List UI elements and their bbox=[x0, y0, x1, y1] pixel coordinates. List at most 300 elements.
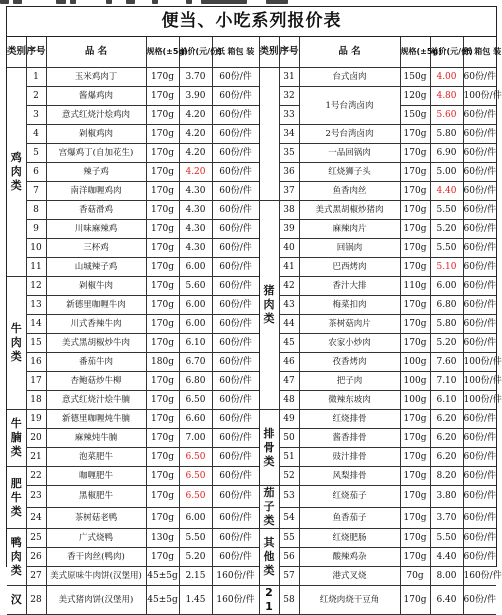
item-name: 红烧狮子头 bbox=[299, 163, 400, 182]
item-price: 6.50 bbox=[179, 391, 212, 410]
table-row bbox=[7, 429, 496, 448]
item-name: 巴西烤肉 bbox=[299, 258, 400, 277]
item-price: 5.60 bbox=[430, 106, 463, 125]
item-price: 5.80 bbox=[430, 125, 463, 144]
table-row bbox=[7, 353, 496, 372]
item-price: 2.15 bbox=[179, 567, 212, 586]
item-no: 37 bbox=[279, 182, 299, 201]
item-no: 11 bbox=[26, 258, 46, 277]
item-name: 杏鲍菇炒牛柳 bbox=[46, 372, 146, 391]
item-name: 三杯鸡 bbox=[46, 239, 146, 258]
item-spec: 170g bbox=[146, 68, 179, 87]
table-row bbox=[7, 68, 496, 87]
item-name: 香菇滑鸡 bbox=[46, 201, 146, 220]
item-name: 1号台湾卤肉 bbox=[299, 87, 400, 125]
item-no: 17 bbox=[26, 372, 46, 391]
item-pack: 60份/件 bbox=[212, 87, 259, 106]
item-spec: 170g bbox=[146, 486, 179, 508]
item-no: 7 bbox=[26, 182, 46, 201]
item-spec: 170g bbox=[400, 486, 430, 508]
item-pack: 60份/件 bbox=[463, 529, 496, 548]
item-pack: 100份/件 bbox=[463, 353, 496, 372]
item-spec: 170g bbox=[400, 467, 430, 486]
category-label: 牛腩类 bbox=[7, 410, 26, 467]
header-spec: 规格(±5g) bbox=[400, 37, 430, 68]
item-price: 5.20 bbox=[179, 548, 212, 567]
item-no: 45 bbox=[279, 334, 299, 353]
item-price: 4.20 bbox=[179, 106, 212, 125]
item-spec: 170g bbox=[146, 125, 179, 144]
item-no: 50 bbox=[279, 429, 299, 448]
item-no: 31 bbox=[279, 68, 299, 87]
item-price: 6.50 bbox=[179, 467, 212, 486]
item-spec: 170g bbox=[146, 507, 179, 529]
item-spec: 170g bbox=[146, 548, 179, 567]
item-spec: 100g bbox=[400, 353, 430, 372]
item-price: 6.00 bbox=[430, 277, 463, 296]
item-price: 3.70 bbox=[430, 507, 463, 529]
item-price: 5.20 bbox=[430, 220, 463, 239]
item-name: 红烧茄子 bbox=[299, 486, 400, 508]
item-spec: 170g bbox=[146, 87, 179, 106]
category-label: 牛肉类 bbox=[7, 277, 26, 410]
item-price: 4.20 bbox=[179, 163, 212, 182]
item-spec: 170g bbox=[146, 334, 179, 353]
item-spec: 170g bbox=[146, 429, 179, 448]
item-price: 6.40 bbox=[430, 586, 463, 615]
item-spec: 170g bbox=[400, 507, 430, 529]
category-label: 猪肉类 bbox=[259, 201, 279, 410]
item-spec: 170g bbox=[400, 296, 430, 315]
item-price: 6.10 bbox=[430, 391, 463, 410]
item-name: 麻辣炖牛腩 bbox=[46, 429, 146, 448]
item-pack: 60份/件 bbox=[212, 144, 259, 163]
item-pack: 60份/件 bbox=[212, 410, 259, 429]
item-price: 6.20 bbox=[430, 448, 463, 467]
item-price: 8.00 bbox=[430, 567, 463, 586]
item-spec: 170g bbox=[146, 258, 179, 277]
table-row bbox=[7, 548, 496, 567]
item-pack: 60份/件 bbox=[212, 353, 259, 372]
item-no: 26 bbox=[26, 548, 46, 567]
item-pack: 60份/件 bbox=[463, 125, 496, 144]
header-pack: 纸 箱包 装 bbox=[463, 37, 496, 68]
item-spec: 170g bbox=[400, 182, 430, 201]
item-price: 1.45 bbox=[179, 586, 212, 615]
item-spec: 100g bbox=[400, 391, 430, 410]
item-spec: 170g bbox=[400, 125, 430, 144]
item-pack: 60份/件 bbox=[463, 315, 496, 334]
item-no: 41 bbox=[279, 258, 299, 277]
item-no: 18 bbox=[26, 391, 46, 410]
header-pack: 纸 箱包 装 bbox=[212, 37, 259, 68]
item-pack: 60份/件 bbox=[463, 220, 496, 239]
table-row bbox=[7, 315, 496, 334]
item-pack: 60份/件 bbox=[463, 277, 496, 296]
item-pack: 60份/件 bbox=[212, 239, 259, 258]
item-name: 2号台湾卤肉 bbox=[299, 125, 400, 144]
item-name: 宫爆鸡丁(自加花生) bbox=[46, 144, 146, 163]
item-price: 7.00 bbox=[179, 429, 212, 448]
item-no: 12 bbox=[26, 277, 46, 296]
table-row bbox=[7, 182, 496, 201]
category-label: 排骨类 bbox=[259, 410, 279, 486]
item-name: 美式黑胡椒炒牛肉 bbox=[46, 334, 146, 353]
header-spec: 规格(±5g) bbox=[146, 37, 179, 68]
item-no: 4 bbox=[26, 125, 46, 144]
item-no: 55 bbox=[279, 529, 299, 548]
item-spec: 170g bbox=[146, 277, 179, 296]
item-name: 意式红烧汁烩牛腩 bbox=[46, 391, 146, 410]
item-no: 46 bbox=[279, 353, 299, 372]
item-pack: 60份/件 bbox=[463, 201, 496, 220]
table-row bbox=[7, 144, 496, 163]
item-price: 5.50 bbox=[179, 529, 212, 548]
table-row bbox=[7, 296, 496, 315]
item-spec: 170g bbox=[146, 296, 179, 315]
item-no: 27 bbox=[26, 567, 46, 586]
item-name: 新德里咖喱炖牛腩 bbox=[46, 410, 146, 429]
item-price: 6.00 bbox=[179, 507, 212, 529]
item-name: 鱼香肉丝 bbox=[299, 182, 400, 201]
item-no: 51 bbox=[279, 448, 299, 467]
item-price: 4.20 bbox=[179, 125, 212, 144]
item-price: 3.90 bbox=[179, 87, 212, 106]
item-name: 梅菜扣肉 bbox=[299, 296, 400, 315]
item-spec: 45±5g bbox=[146, 567, 179, 586]
item-name: 新德里咖喱牛肉 bbox=[46, 296, 146, 315]
item-name: 玉米鸡肉丁 bbox=[46, 68, 146, 87]
item-pack: 60份/件 bbox=[463, 467, 496, 486]
item-spec: 170g bbox=[400, 239, 430, 258]
item-price: 7.10 bbox=[430, 372, 463, 391]
item-pack: 60份/件 bbox=[212, 334, 259, 353]
header-category: 类别 bbox=[259, 37, 279, 68]
item-price: 7.60 bbox=[430, 353, 463, 372]
category-label bbox=[259, 68, 279, 201]
item-spec: 170g bbox=[400, 163, 430, 182]
category-label: 其他类 bbox=[259, 529, 279, 586]
item-no: 52 bbox=[279, 467, 299, 486]
item-no: 38 bbox=[279, 201, 299, 220]
item-price: 4.20 bbox=[179, 144, 212, 163]
item-name: 辣子鸡 bbox=[46, 163, 146, 182]
item-pack: 60份/件 bbox=[463, 296, 496, 315]
item-no: 40 bbox=[279, 239, 299, 258]
item-no: 54 bbox=[279, 507, 299, 529]
item-spec: 170g bbox=[400, 258, 430, 277]
header-name: 品 名 bbox=[299, 37, 400, 68]
category-label: 汉 bbox=[7, 586, 26, 615]
item-name: 川式香辣牛肉 bbox=[46, 315, 146, 334]
item-name: 咖喱肥牛 bbox=[46, 467, 146, 486]
item-price: 6.20 bbox=[430, 429, 463, 448]
table-row bbox=[7, 507, 496, 529]
item-no: 32 bbox=[279, 87, 299, 106]
item-pack: 60份/件 bbox=[463, 586, 496, 615]
category-label: 21 bbox=[259, 586, 279, 615]
item-price: 4.40 bbox=[430, 182, 463, 201]
item-price: 6.10 bbox=[179, 334, 212, 353]
item-no: 20 bbox=[26, 429, 46, 448]
item-no: 21 bbox=[26, 448, 46, 467]
item-price: 6.90 bbox=[430, 144, 463, 163]
item-spec: 170g bbox=[400, 144, 430, 163]
item-name: 山城辣子鸡 bbox=[46, 258, 146, 277]
item-spec: 170g bbox=[400, 448, 430, 467]
item-no: 2 bbox=[26, 87, 46, 106]
item-pack: 60份/件 bbox=[463, 448, 496, 467]
table-row bbox=[7, 220, 496, 239]
item-pack: 60份/件 bbox=[463, 507, 496, 529]
item-name: 剁椒牛肉 bbox=[46, 277, 146, 296]
item-no: 15 bbox=[26, 334, 46, 353]
header-row bbox=[7, 37, 496, 68]
item-price: 4.80 bbox=[430, 87, 463, 106]
item-pack: 60份/件 bbox=[212, 106, 259, 125]
item-pack: 60份/件 bbox=[212, 258, 259, 277]
table-row bbox=[7, 586, 496, 615]
item-spec: 170g bbox=[146, 144, 179, 163]
item-name: 豉汁排骨 bbox=[299, 448, 400, 467]
item-price: 4.40 bbox=[430, 548, 463, 567]
item-no: 57 bbox=[279, 567, 299, 586]
item-price: 6.50 bbox=[179, 486, 212, 508]
item-pack: 60份/件 bbox=[463, 410, 496, 429]
item-no: 36 bbox=[279, 163, 299, 182]
item-name: 回锅肉 bbox=[299, 239, 400, 258]
item-price: 6.80 bbox=[179, 372, 212, 391]
item-price: 5.50 bbox=[430, 529, 463, 548]
table-row bbox=[7, 529, 496, 548]
item-spec: 170g bbox=[400, 548, 430, 567]
item-no: 14 bbox=[26, 315, 46, 334]
item-no: 13 bbox=[26, 296, 46, 315]
item-price: 4.00 bbox=[430, 68, 463, 87]
item-pack: 60份/件 bbox=[463, 182, 496, 201]
table-row bbox=[7, 372, 496, 391]
item-no: 25 bbox=[26, 529, 46, 548]
item-no: 3 bbox=[26, 106, 46, 125]
item-name: 鱼香茄子 bbox=[299, 507, 400, 529]
header-price: 单价(元/份) bbox=[179, 37, 212, 68]
item-no: 19 bbox=[26, 410, 46, 429]
item-price: 5.60 bbox=[179, 277, 212, 296]
item-pack: 60份/件 bbox=[463, 334, 496, 353]
table-row bbox=[7, 277, 496, 296]
item-spec: 170g bbox=[146, 201, 179, 220]
item-name: 农家小炒肉 bbox=[299, 334, 400, 353]
item-no: 33 bbox=[279, 106, 299, 125]
item-no: 56 bbox=[279, 548, 299, 567]
item-spec: 170g bbox=[146, 372, 179, 391]
item-price: 6.80 bbox=[430, 296, 463, 315]
item-name: 美式黑胡椒炒猪肉 bbox=[299, 201, 400, 220]
item-no: 9 bbox=[26, 220, 46, 239]
item-spec: 120g bbox=[400, 87, 430, 106]
item-name: 风梨排骨 bbox=[299, 467, 400, 486]
item-spec: 170g bbox=[146, 467, 179, 486]
item-spec: 170g bbox=[146, 410, 179, 429]
item-name: 红烧肥肠 bbox=[299, 529, 400, 548]
item-price: 6.00 bbox=[179, 258, 212, 277]
item-name: 泡菜肥牛 bbox=[46, 448, 146, 467]
item-pack: 60份/件 bbox=[463, 258, 496, 277]
item-price: 5.50 bbox=[430, 239, 463, 258]
item-price: 5.80 bbox=[430, 315, 463, 334]
category-label: 茄子类 bbox=[259, 486, 279, 529]
item-no: 49 bbox=[279, 410, 299, 429]
item-pack: 60份/件 bbox=[212, 467, 259, 486]
item-no: 43 bbox=[279, 296, 299, 315]
item-pack: 60份/件 bbox=[212, 529, 259, 548]
item-pack: 160份/件 bbox=[212, 567, 259, 586]
item-pack: 60份/件 bbox=[212, 486, 259, 508]
item-spec: 45±5g bbox=[146, 586, 179, 615]
item-name: 美式原味牛肉饼(汉堡用) bbox=[46, 567, 146, 586]
item-name: 微辣东坡肉 bbox=[299, 391, 400, 410]
item-pack: 60份/件 bbox=[212, 125, 259, 144]
item-price: 6.70 bbox=[179, 353, 212, 372]
item-name: 剁椒鸡肉 bbox=[46, 125, 146, 144]
item-spec: 170g bbox=[146, 106, 179, 125]
table-row bbox=[7, 258, 496, 277]
item-spec: 180g bbox=[146, 353, 179, 372]
item-pack: 60份/件 bbox=[463, 68, 496, 87]
item-name: 孜香烤肉 bbox=[299, 353, 400, 372]
item-no: 23 bbox=[26, 486, 46, 508]
item-price: 3.80 bbox=[430, 486, 463, 508]
category-label: 肥牛类 bbox=[7, 467, 26, 529]
item-name: 香干肉丝(鸭肉) bbox=[46, 548, 146, 567]
item-name: 茶树菇肉片 bbox=[299, 315, 400, 334]
item-pack: 60份/件 bbox=[212, 163, 259, 182]
item-price: 6.20 bbox=[430, 410, 463, 429]
item-spec: 170g bbox=[146, 163, 179, 182]
item-price: 6.60 bbox=[179, 410, 212, 429]
item-name: 红烧肉烧干豆角 bbox=[299, 586, 400, 615]
item-spec: 170g bbox=[146, 239, 179, 258]
table-row bbox=[7, 106, 496, 125]
item-name: 意式红烧汁烩鸡肉 bbox=[46, 106, 146, 125]
item-pack: 160份/件 bbox=[463, 567, 496, 586]
header-no: 序号 bbox=[279, 37, 299, 68]
table-row bbox=[7, 87, 496, 106]
item-no: 22 bbox=[26, 467, 46, 486]
item-price: 5.20 bbox=[430, 334, 463, 353]
item-pack: 60份/件 bbox=[463, 239, 496, 258]
item-pack: 60份/件 bbox=[212, 277, 259, 296]
item-spec: 70g bbox=[400, 567, 430, 586]
table-row bbox=[7, 567, 496, 586]
header-no: 序号 bbox=[26, 37, 46, 68]
table-row bbox=[7, 239, 496, 258]
item-no: 47 bbox=[279, 372, 299, 391]
item-pack: 160份/件 bbox=[212, 586, 259, 615]
item-no: 6 bbox=[26, 163, 46, 182]
item-name: 把子肉 bbox=[299, 372, 400, 391]
item-spec: 170g bbox=[400, 529, 430, 548]
item-name: 酱香排骨 bbox=[299, 429, 400, 448]
item-name: 黑椒肥牛 bbox=[46, 486, 146, 508]
item-no: 58 bbox=[279, 586, 299, 615]
item-pack: 60份/件 bbox=[212, 182, 259, 201]
item-no: 10 bbox=[26, 239, 46, 258]
item-pack: 60份/件 bbox=[212, 448, 259, 467]
category-label: 鸭肉类 bbox=[7, 529, 26, 586]
sheet-title: 便当、小吃系列报价表 bbox=[7, 7, 496, 37]
item-price: 4.30 bbox=[179, 182, 212, 201]
item-price: 4.30 bbox=[179, 201, 212, 220]
item-pack: 60份/件 bbox=[463, 429, 496, 448]
table-row bbox=[7, 125, 496, 144]
item-price: 5.10 bbox=[430, 258, 463, 277]
item-spec: 170g bbox=[146, 448, 179, 467]
item-no: 28 bbox=[26, 586, 46, 615]
item-spec: 170g bbox=[146, 220, 179, 239]
item-pack: 100份/件 bbox=[463, 372, 496, 391]
item-no: 1 bbox=[26, 68, 46, 87]
item-spec: 110g bbox=[400, 277, 430, 296]
item-pack: 60份/件 bbox=[212, 391, 259, 410]
item-pack: 60份/件 bbox=[212, 201, 259, 220]
item-name: 红烧排骨 bbox=[299, 410, 400, 429]
item-price: 5.00 bbox=[430, 163, 463, 182]
item-price: 5.50 bbox=[430, 201, 463, 220]
item-no: 42 bbox=[279, 277, 299, 296]
table-row bbox=[7, 201, 496, 220]
table-row bbox=[7, 448, 496, 467]
item-spec: 150g bbox=[400, 106, 430, 125]
item-no: 44 bbox=[279, 315, 299, 334]
item-spec: 150g bbox=[400, 68, 430, 87]
table-row bbox=[7, 163, 496, 182]
table-row bbox=[7, 486, 496, 508]
item-name: 麻辣肉片 bbox=[299, 220, 400, 239]
item-no: 16 bbox=[26, 353, 46, 372]
item-name: 茶树菇老鸭 bbox=[46, 507, 146, 529]
item-price: 6.50 bbox=[179, 448, 212, 467]
item-name: 一品回锅肉 bbox=[299, 144, 400, 163]
item-name: 南洋咖喱鸡肉 bbox=[46, 182, 146, 201]
item-price: 8.20 bbox=[430, 467, 463, 486]
table-row bbox=[7, 334, 496, 353]
item-no: 8 bbox=[26, 201, 46, 220]
item-name: 酱爆鸡肉 bbox=[46, 87, 146, 106]
item-no: 48 bbox=[279, 391, 299, 410]
item-spec: 170g bbox=[400, 220, 430, 239]
item-spec: 170g bbox=[146, 391, 179, 410]
item-pack: 60份/件 bbox=[212, 296, 259, 315]
header-price: 单价(元/份) bbox=[430, 37, 463, 68]
category-label: 鸡肉类 bbox=[7, 68, 26, 277]
item-spec: 170g bbox=[146, 315, 179, 334]
item-pack: 60份/件 bbox=[212, 315, 259, 334]
item-name: 香汁大排 bbox=[299, 277, 400, 296]
item-name: 台式卤肉 bbox=[299, 68, 400, 87]
item-spec: 170g bbox=[400, 429, 430, 448]
item-price: 4.30 bbox=[179, 220, 212, 239]
item-spec: 170g bbox=[400, 586, 430, 615]
item-price: 6.00 bbox=[179, 296, 212, 315]
item-no: 39 bbox=[279, 220, 299, 239]
item-pack: 60份/件 bbox=[212, 429, 259, 448]
item-spec: 100g bbox=[400, 372, 430, 391]
item-pack: 60份/件 bbox=[463, 548, 496, 567]
table-row bbox=[7, 391, 496, 410]
item-pack: 60份/件 bbox=[212, 220, 259, 239]
item-price: 4.30 bbox=[179, 239, 212, 258]
